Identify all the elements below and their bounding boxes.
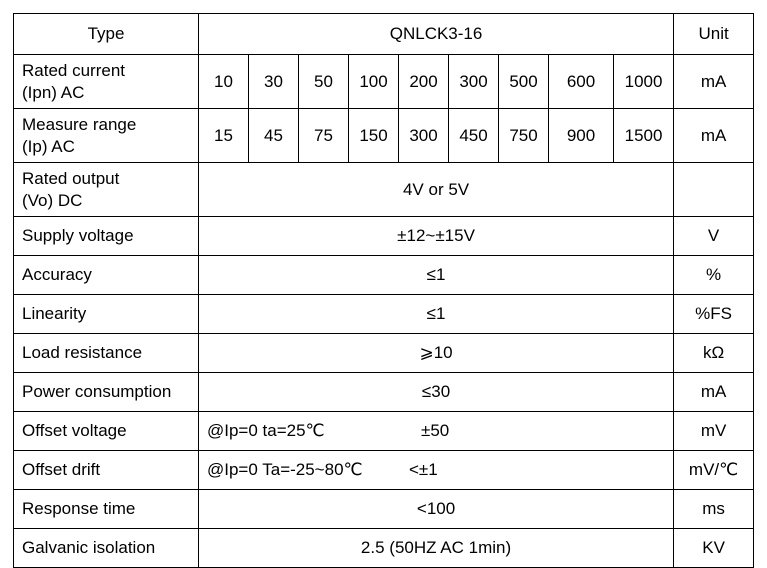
accuracy-label: Accuracy	[14, 256, 199, 295]
rated-current-value: 10	[199, 55, 249, 109]
measure-range-value: 15	[199, 109, 249, 163]
rated-output-label	[14, 163, 199, 217]
rated-current-label-line2: (Ipn) AC	[22, 82, 85, 102]
load-resistance-label: Load resistance	[14, 334, 199, 373]
rated-output-label-line1: Rated output	[22, 168, 120, 188]
measure-range-value: 450	[449, 109, 499, 163]
measure-range-unit: mA	[674, 109, 754, 163]
offset-voltage-cell	[199, 412, 674, 451]
galvanic-isolation-value: 2.5 (50HZ AC 1min)	[199, 529, 674, 568]
response-time-unit: ms	[674, 490, 754, 529]
load-resistance-unit: kΩ	[674, 334, 754, 373]
power-consumption-row	[14, 373, 754, 412]
power-consumption-unit: mA	[674, 373, 754, 412]
response-time-label: Response time	[14, 490, 199, 529]
load-resistance-row	[14, 334, 754, 373]
measure-range-label-line2: (Ip) AC	[22, 136, 75, 156]
measure-range-label	[14, 109, 199, 163]
linearity-label: Linearity	[14, 295, 199, 334]
accuracy-value: ≤1	[199, 256, 674, 295]
supply-voltage-label: Supply voltage	[14, 217, 199, 256]
accuracy-unit: %	[674, 256, 754, 295]
rated-current-value: 600	[549, 55, 614, 109]
linearity-value: ≤1	[199, 295, 674, 334]
measure-range-value: 900	[549, 109, 614, 163]
rated-current-unit: mA	[674, 55, 754, 109]
rated-current-value: 100	[349, 55, 399, 109]
unit-header: Unit	[674, 14, 754, 55]
offset-voltage-row	[14, 412, 754, 451]
measure-range-value: 1500	[614, 109, 674, 163]
offset-voltage-unit: mV	[674, 412, 754, 451]
load-resistance-value: ⩾10	[199, 334, 674, 373]
spec-table	[13, 13, 754, 568]
header-row	[14, 14, 754, 55]
offset-voltage-label: Offset voltage	[14, 412, 199, 451]
offset-drift-condition: @Ip=0 Ta=-25~80℃	[207, 460, 363, 479]
offset-drift-unit: mV/℃	[674, 451, 754, 490]
rated-current-value: 30	[249, 55, 299, 109]
rated-output-label-line2: (Vo) DC	[22, 190, 83, 210]
response-time-value: <100	[199, 490, 674, 529]
rated-output-value: 4V or 5V	[199, 163, 674, 217]
supply-voltage-unit: V	[674, 217, 754, 256]
offset-drift-value: <±1	[409, 460, 438, 479]
galvanic-isolation-unit: KV	[674, 529, 754, 568]
measure-range-value: 750	[499, 109, 549, 163]
power-consumption-value: ≤30	[199, 373, 674, 412]
response-time-row	[14, 490, 754, 529]
rated-current-value: 50	[299, 55, 349, 109]
supply-voltage-row	[14, 217, 754, 256]
measure-range-value: 300	[399, 109, 449, 163]
rated-current-value: 200	[399, 55, 449, 109]
offset-voltage-value: ±50	[421, 421, 450, 440]
accuracy-row	[14, 256, 754, 295]
offset-drift-row	[14, 451, 754, 490]
measure-range-value: 75	[299, 109, 349, 163]
offset-voltage-condition: @Ip=0 ta=25℃	[207, 421, 325, 440]
power-consumption-label: Power consumption	[14, 373, 199, 412]
rated-current-row	[14, 55, 754, 109]
rated-current-value: 1000	[614, 55, 674, 109]
model-header: QNLCK3-16	[199, 14, 674, 55]
rated-current-label	[14, 55, 199, 109]
linearity-unit: %FS	[674, 295, 754, 334]
measure-range-value: 45	[249, 109, 299, 163]
offset-drift-label: Offset drift	[14, 451, 199, 490]
rated-output-unit	[674, 163, 754, 217]
measure-range-row	[14, 109, 754, 163]
rated-current-label-line1: Rated current	[22, 60, 125, 80]
measure-range-label-line1: Measure range	[22, 114, 137, 134]
measure-range-value: 150	[349, 109, 399, 163]
type-header: Type	[14, 14, 199, 55]
offset-drift-cell	[199, 451, 674, 490]
supply-voltage-value: ±12~±15V	[199, 217, 674, 256]
rated-current-value: 300	[449, 55, 499, 109]
linearity-row	[14, 295, 754, 334]
rated-output-row	[14, 163, 754, 217]
rated-current-value: 500	[499, 55, 549, 109]
galvanic-isolation-row	[14, 529, 754, 568]
galvanic-isolation-label: Galvanic isolation	[14, 529, 199, 568]
